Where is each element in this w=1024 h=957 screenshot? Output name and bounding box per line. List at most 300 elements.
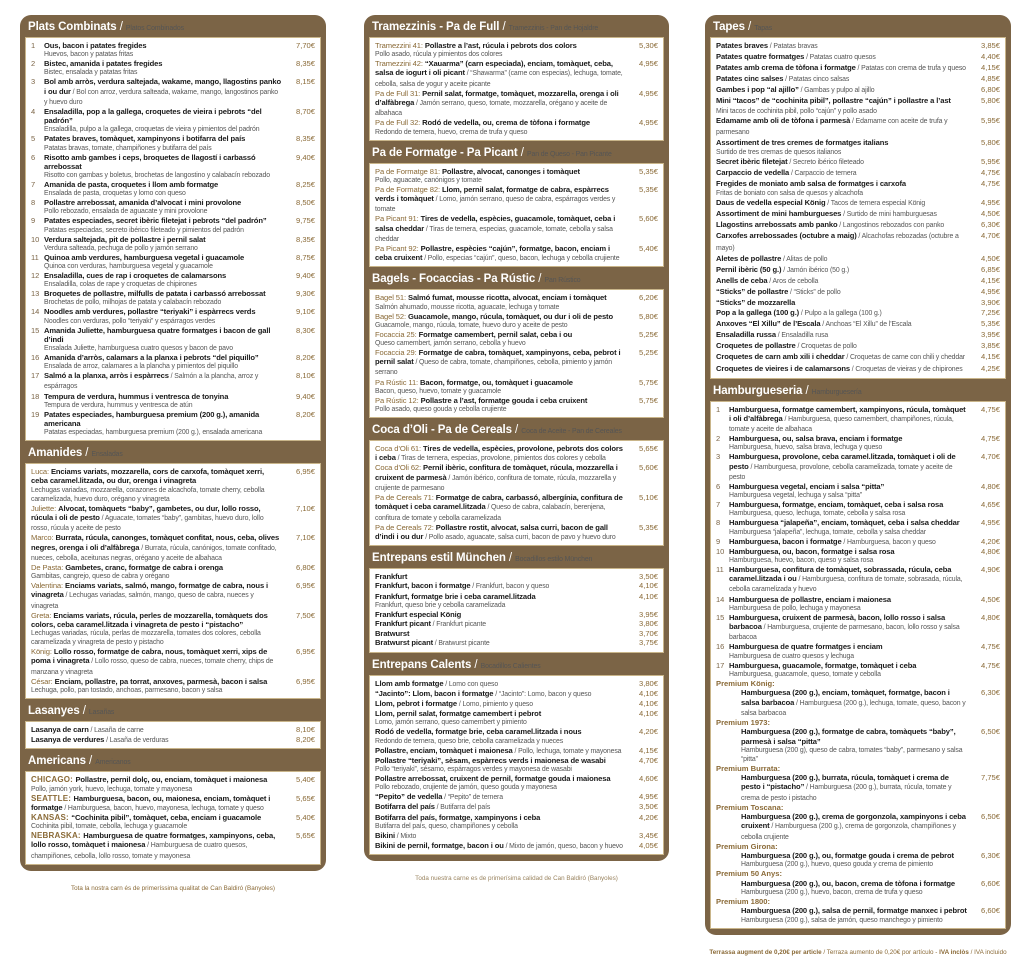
section-title-ca: Amanides [28,447,83,460]
item-name: Noodles amb verdures, pollastre “teriyaki” i espàrrecs verds [44,307,256,317]
item-text [716,265,970,276]
menu-item [716,179,1000,198]
item-price: 5,40€ [638,244,658,254]
item-name: Risotto amb gambes i ceps, broquetes de llagostí i carbassó arrebossat [44,152,256,171]
item-price: 8,20€ [295,409,315,419]
item-text [375,699,628,709]
item-price: 3,85€ [980,341,1000,351]
separator: / [430,620,437,628]
item-description: Pollo rebozado, ensalada de aguacate y mini provolone [44,208,208,216]
premium-label: Premium Burrata: [716,763,781,773]
menu-item [31,107,315,134]
premium-label: Premium Girona: [716,841,778,851]
item-name: “Jacinto”: Llom, bacon i formatge [375,688,494,698]
item-name: Hamburguesa (200 g.), formatge de cabra, tomàquets “baby”, parmesà i salsa “pitta” [741,727,956,746]
item-name: Patates quatre formatges [716,52,805,62]
item-price: 8,15€ [295,77,315,87]
item-text [31,647,285,677]
item-text [375,444,628,463]
item-description: “Sticks” de pollo [793,288,841,296]
section-title-es: Coca de Aceite - Pan de Cereales [521,428,622,436]
item-description: Bistec, ensalada y patatas fritas [44,69,138,77]
item-name: Hamburguesa, ou, bacon, formatge i salsa rosa [729,546,895,556]
item-price: 4,80€ [980,612,1000,622]
item-price: 4,95€ [980,198,1000,208]
item-price: 4,75€ [980,434,1000,444]
menu-item [375,619,658,629]
item-number: 9 [716,536,721,546]
menu-column-middle [364,15,669,861]
menu-item [375,493,658,523]
menu-column-left [20,15,326,871]
item-price: 4,10€ [638,698,658,708]
menu-item [716,319,1000,330]
footer-text: Terrassa augment de 0,20€ per article [709,948,822,956]
section-header [369,653,664,675]
item-price: 7,75€ [980,773,1000,783]
menu-item [31,504,315,534]
item-number: 6 [716,482,721,492]
item-description: Lechuga, pollo, pan tostado, anchoas, parmesano, bacon y salsa [31,686,223,694]
section-body [369,440,664,546]
item-text [716,209,970,220]
menu-item [375,629,658,638]
premium-label: Premium König: [716,678,775,688]
section-title-ca: Coca d’Oli - Pa de Cereals [372,424,512,437]
item-price: 6,50€ [980,812,1000,822]
item-description: Lasaña de verduras [109,737,169,745]
item-price: 5,35€ [638,166,658,176]
section-header [710,15,1006,37]
item-name: Hamburguesa, provolone, ceba caramel.litzada, tomàquet i oli de pesto [729,452,956,471]
item-description: Quinoa con verduras, hamburguesa vegetal y guacamole [44,263,213,271]
item-name: Pollastre rostit, alvocat, salsa curri, bacon de gall d’indi i ou dur [375,522,608,541]
item-name: Patates amb crema de tòfona i formatge [716,63,856,73]
menu-item [716,308,1000,319]
item-description: Patatas bravas [773,43,818,50]
menu-item [716,364,1000,375]
separator: / [413,359,420,367]
menu-item [716,220,1000,231]
menu-item [375,523,658,542]
item-number: 8 [716,518,721,528]
menu-item [31,581,315,611]
separator: / [70,88,77,96]
section-title-ca: Entrepans Calents [372,658,472,671]
item-number: 4 [31,107,36,117]
menu-item [31,647,315,677]
item-number: 10 [716,546,725,556]
item-description: Hamburguesa, bacon, huevo, mayonesa, lechuga, tomate y queso [67,804,264,812]
menu-item [716,518,1000,536]
menu-item [716,773,1000,803]
item-description: Jamón ibérico, confitura de tomate, rúcula, mozzarella y crujiente de parmesano [375,474,617,492]
item-price: 5,25€ [638,329,658,339]
item-price: 4,95€ [638,792,658,802]
item-text [31,794,285,813]
item-number [728,812,741,842]
item-text [716,287,970,298]
item-name: Hamburguesa, guacamole, formatge, tomàquet i ceba [729,660,917,670]
item-text [44,216,285,234]
footer-text: Tota la nostra carn és de primeríssima qualitat de Can Baldiró (Banyoles) [70,884,276,892]
item-price: 4,50€ [980,594,1000,604]
section-title-ca: Americans [28,755,86,768]
item-text [741,773,970,803]
separator: / [446,474,452,482]
section-body [25,463,321,699]
item-description: Lechugas variadas, rúcula, perlas de mozzarella, tomates dos colores, cebolla caramelizada y vinagreta de pesto y pistacho [31,630,261,647]
item-name: Bratwurst [375,629,410,639]
item-text [729,642,970,660]
item-name: Secret ibèric filetejat [716,156,788,166]
menu-item [375,581,658,591]
separator: / [767,43,774,50]
item-price: 5,95€ [980,115,1000,125]
item-number: 2 [716,434,721,444]
item-text [31,533,285,563]
item-prefix: Pa de Cereals 71: [375,493,436,503]
item-description: Hamburguesa, queso camembert, champiñones, rúcula, tomate y aceite de albahaca [729,415,954,434]
menu-item [31,353,315,371]
item-text [729,405,970,435]
item-number: 18 [31,391,40,401]
menu-item [31,677,315,695]
item-name: Patates especiades, secret ibèric filetejat i pebrots “del padrón” [44,216,267,226]
item-price: 7,50€ [295,610,315,620]
item-name: Ous, bacon i patates fregides [44,41,147,50]
item-price: 4,65€ [980,500,1000,510]
item-text [375,679,628,689]
item-text [44,271,285,289]
item-text [44,371,285,391]
item-description: Hamburguesa, provolone, cebolla caramelizada, tomate y aceite de pesto [729,463,953,481]
separator: / [145,842,151,850]
item-price: 4,75€ [980,167,1000,177]
item-description: Lomo con queso [448,680,499,688]
item-price: 6,95€ [295,467,315,477]
item-name: Amanida Juliette, hamburguesa quatre formatges i bacon de gall d’indi [44,325,271,344]
item-description: Pollo, aguacate, canónigos y tomate [375,176,482,184]
menu-item [716,452,1000,482]
item-text [729,452,970,482]
item-name: Enciam, pollastre, pa torrat, anxoves, parmesà, bacon i salsa [54,676,268,686]
item-text [375,689,628,699]
item-text [375,330,628,348]
item-price: 4,75€ [980,642,1000,652]
separator: / [794,699,800,707]
section-header [710,379,1006,401]
item-description: “Pepito” de ternera [447,794,503,802]
item-text [716,341,970,352]
item-price: 6,60€ [980,878,1000,888]
item-price: 3,90€ [980,297,1000,307]
item-text [741,851,970,869]
section-title-ca: Tramezzinis - Pa de Full [372,21,500,33]
item-price: 4,10€ [638,709,658,719]
item-price: 6,30€ [980,688,1000,698]
item-prefix: König: [31,647,54,657]
item-price: 4,70€ [638,755,658,765]
item-name: Pernil ibèric, confitura de tomàquet, rúcula, mozzarella i cruixent de parmesà [375,463,618,482]
item-name: Ensaladilla, cues de rap i croquetes de calamarsons [44,271,227,281]
item-name: Hamburguesa (200 g.), salsa de pernil, formatge manxec i pebrot [741,906,967,916]
item-description: Ensaladilla, colas de rape y croquetas de chipirones [44,281,197,289]
item-description: Ensalada de arroz, calamares a la plancha y pimientos del piquillo [44,363,238,371]
separator: / [804,784,810,792]
item-text [31,581,285,611]
premium-label: Premium 50 Anys: [716,869,782,879]
item-text [729,547,970,565]
menu-item [716,287,1000,298]
item-price: 4,10€ [638,581,658,591]
section-title-separator: / [511,424,522,437]
item-description: Hamburguesa de pollo, lechuga y mayonesa [729,604,861,612]
menu-item [31,371,315,391]
item-price: 4,05€ [638,840,658,850]
item-description: Guacamole, mango, rúcula, tomate, huevo duro y aceite de pesto [375,321,568,329]
separator: / [433,196,440,204]
item-prefix: Tramezzini 42: [375,59,425,69]
item-number: 16 [31,353,40,363]
menu-item [716,352,1000,363]
menu-item [31,831,315,861]
item-price: 4,60€ [638,773,658,783]
item-prefix: SEATTLE: [31,793,74,803]
menu-item [716,96,1000,115]
item-name: Pollastre, espècies “cajún”, formatge, bacon, enciam i ceba cruixent [375,244,610,263]
item-price: 4,95€ [638,59,658,69]
menu-item [375,378,658,396]
item-description: Tempura de verdura, hummus y ventresca de atún [44,401,193,409]
item-name: “Sticks” de mozzarella [716,297,796,307]
separator: / [844,354,851,362]
separator: / [788,288,794,296]
separator: / [62,804,68,812]
item-name: Amanida de pasta, croquetes i llom amb formatge [44,180,219,190]
item-name: Llagostins arrebossats amb panko [716,220,838,230]
item-description: Alcachofas rebozadas (octubre a mayo) [716,233,959,252]
item-number: 16 [716,642,725,652]
item-price: 7,10€ [295,503,315,513]
item-description: Fritas de boniato con salsa de quesos y alcachofa [716,190,863,198]
item-description: Pollo asado, queso gouda y cebolla crujiente [375,406,507,414]
item-text [375,312,628,330]
menu-item [716,254,1000,265]
item-prefix: Pa de Cereals 72: [375,522,436,532]
item-price: 4,95€ [980,518,1000,528]
item-name: Pernil ibèric (50 g.) [716,264,782,274]
item-price: 3,80€ [638,618,658,628]
separator: / [841,538,847,546]
separator: / [799,310,805,318]
section-title-es: Platos Combinados [125,25,184,32]
menu-item [716,595,1000,613]
item-price: 5,40€ [295,812,315,822]
separator: / [841,211,847,219]
item-number: 8 [31,198,36,208]
item-description: Patatas con crema de trufa y queso [861,65,966,73]
menu-item [716,276,1000,287]
item-price: 5,60€ [638,214,658,224]
separator: / [781,255,787,263]
menu-item [716,85,1000,96]
item-price: 4,85€ [980,74,1000,84]
item-text [375,756,628,774]
menu-item [716,41,1000,52]
menu-item [375,709,658,727]
separator: / [820,321,826,329]
item-description: Cochinita pibil, tomate, cebolla, lechuga y guacamole [31,823,188,831]
item-description: Surtido de tres cremas de quesos italianos [716,148,842,156]
item-name: Hamburguesa de quatre formatges i enciam [729,642,883,652]
item-name: Patates cinc salses [716,74,784,84]
menu-item [375,802,658,812]
item-text [375,629,628,638]
item-description: Risotto con gambas y boletus, brochetas de langostino y calabacín rebozado [44,172,270,180]
item-name: Formatge camembert, pernil salat, ceba i ou [418,329,573,339]
item-text [44,198,285,216]
item-description: Huevos, bacon y patatas fritas [44,51,134,59]
item-name: Hamburguesa, ou, salsa brava, enciam i formatge [729,434,903,444]
item-name: Amanida d’arròs, calamars a la planxa i pebrots “del piquillo” [44,353,259,363]
item-price: 9,75€ [295,216,315,226]
item-price: 6,95€ [295,676,315,686]
item-text [375,813,628,831]
item-name: Hamburguesa, confitura de tomàquet, sobrassada, rúcula, ceba caramel.litzada i ou [729,565,952,584]
separator: / [795,343,802,351]
menu-item [375,214,658,244]
item-description: Lasaña de carne [94,726,144,734]
item-text [375,774,628,792]
item-name: Verdura saltejada, pit de pollastre i pernil salat [44,234,206,244]
menu-item [375,638,658,648]
separator: / [464,70,471,78]
item-text [716,198,970,209]
separator: / [804,54,810,62]
item-text [44,307,285,325]
item-description: Hamburguesa, huevo, bacon, queso y salsa rosa [729,557,874,565]
item-description: Hamburguesa, bacon y queso [846,538,936,546]
item-prefix: Tramezzini 41: [375,41,425,50]
item-number: 2 [31,59,36,69]
separator: / [493,690,499,698]
item-name: Hamburguesa, formatge, enciam, tomàquet, ceba i salsa rosa [729,500,944,510]
menu-item [31,794,315,813]
footer-text: / IVA incluido [968,948,1007,956]
item-description: Aguacate, tomates “baby”, gambitas, huevo duro, lollo rosso, rúcula y aceite de pesto [31,514,264,533]
item-price: 6,80€ [295,562,315,572]
menu-item [716,265,1000,276]
separator: / [457,700,463,708]
item-text [716,63,970,74]
item-name: Quinoa amb verdures, hamburguesa vegetal i guacamole [44,252,245,262]
item-price: 4,15€ [980,352,1000,362]
item-number [728,773,741,803]
item-price: 4,20€ [638,812,658,822]
item-name: Edamame amb oli de tòfona i parmesà [716,115,851,125]
item-description: “Jacinto”: Lomo, bacon y queso [498,690,592,698]
item-number: 11 [31,252,39,262]
separator: / [503,842,510,850]
menu-item [716,613,1000,643]
item-description: Croquetas de carne con chili y cheddar [850,354,965,362]
item-price: 5,35€ [638,522,658,532]
item-name: Frankfurt, formatge brie i ceba caramel.litzada [375,591,536,601]
menu-item [716,209,1000,220]
item-description: Pulpo a la gallega (100 g.) [804,310,882,318]
section-body [369,568,664,652]
item-text [375,493,628,523]
menu-item [31,198,315,216]
separator: / [769,823,775,831]
item-text [716,319,970,330]
item-price: 9,30€ [295,289,315,299]
item-text [716,231,970,253]
item-text [716,179,970,198]
section-title-es: Americanos [95,759,131,767]
item-text [729,661,970,679]
menu-item [31,77,315,107]
item-description: Hamburguesa de cuatro quesos y lechuga [729,652,854,660]
item-description: Frankfurt, bacon y queso [475,583,550,591]
item-text [716,352,970,363]
item-number: 12 [31,271,40,281]
separator: / [422,255,428,263]
item-description: Frankfurt picante [436,620,486,628]
menu-item [375,41,658,59]
item-text [44,134,285,152]
item-name: Pollastre a l’ast, formatge gouda i ceba cruixent [420,395,588,405]
item-text [375,746,628,756]
section-header [369,15,664,37]
item-price: 6,30€ [980,220,1000,230]
item-name: Guacamole, mango, rúcula, tomàquet, ou dur i oli de pesto [408,311,613,321]
item-description: Ensalada Juliette, hamburguesa cuatro quesos y bacon de pavo [44,345,233,353]
item-description: “Shawarma” (carne con especias), lechuga, tomate, cebolla, salsa de yogur y aceite picante [375,70,623,88]
item-price: 4,75€ [980,179,1000,189]
item-name: Frankfurt, bacon i formatge [375,581,471,591]
item-name: Tempura de verdura, hummus i ventresca de tonyina [44,391,229,401]
section-title-ca: Plats Combinats [28,21,117,33]
item-prefix: Greta: [31,610,54,620]
item-description: Edamame con aceite de trufa y parmesano [716,117,948,136]
item-price: 4,15€ [638,745,658,755]
separator: / [796,576,803,584]
separator: / [825,200,831,208]
item-name: Patates especiades, hamburguesa premium (200 g.), amanida americana [44,409,260,429]
menu-item [31,392,315,410]
item-description: Lollo rosso, queso de cabra, nueces, tomate cherry, chips de manzana y vinagreta [31,658,274,676]
item-text [44,180,285,198]
item-price: 8,20€ [295,353,315,363]
item-name: Gambes i pop “al ajillo” [716,85,799,95]
menu-item [31,775,315,793]
item-text [729,613,970,643]
item-prefix: Pa Picant 91: [375,214,421,224]
separator: / [89,658,95,666]
separator: / [837,222,843,230]
section-title-ca: Tapes [713,21,745,33]
item-price: 3,95€ [638,609,658,619]
item-price: 4,15€ [980,275,1000,285]
section-title-separator: / [499,21,509,33]
item-text [375,619,628,629]
item-number: 10 [31,234,40,244]
item-price: 5,10€ [638,493,658,503]
item-name: Daus de vedella especial König [716,198,826,208]
item-number: 19 [31,409,40,419]
